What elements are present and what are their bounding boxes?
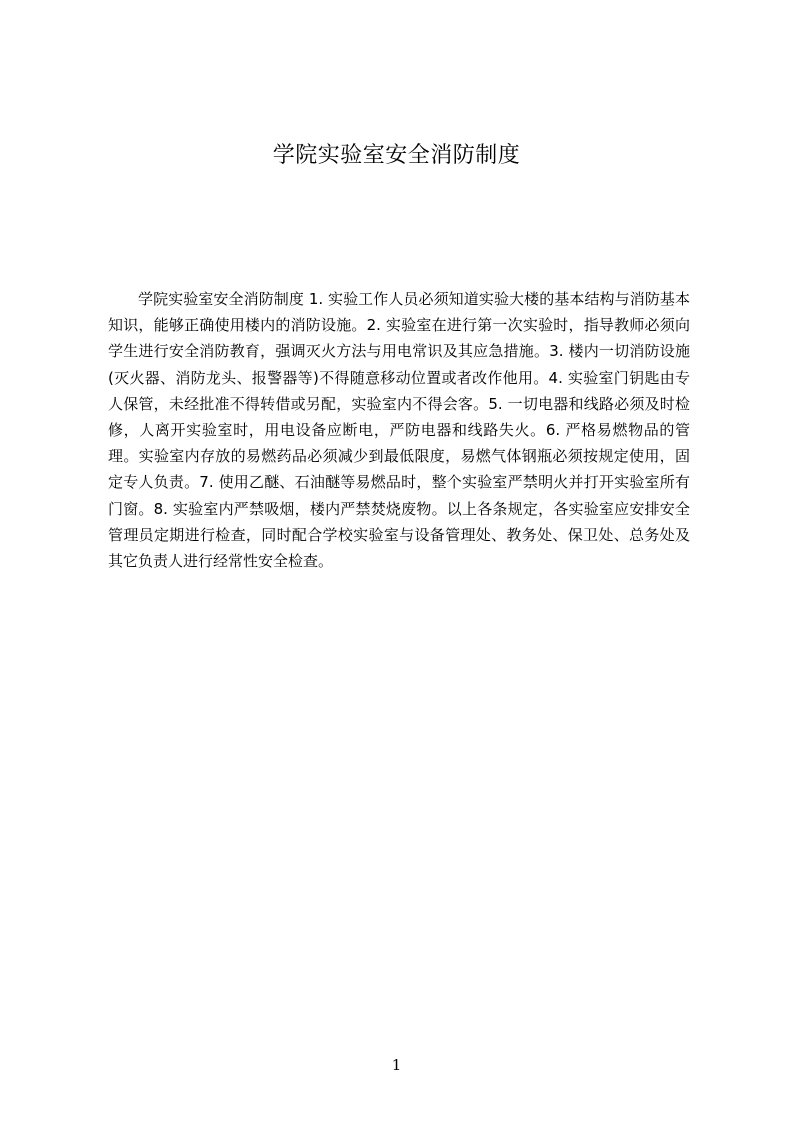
document-body-paragraph: 学院实验室安全消防制度 1. 实验工作人员必须知道实验大楼的基本结构与消防基本知识，能够正确使用楼内的消防设施。2. 实验室在进行第一次实验时，指导教师必须向学生进行安全消防教育，强调灭火方法与用电常识及其应急措施。3. 楼内一切消防设施(灭火器、消防龙头、报警器等)不得随意移动位置或者改作他用。4. 实验室门钥匙由专人保管，未经批准不得转借或另配，实验室内不得会客。5. 一切电器和线路必须及时检修，人离开实验室时，用电设备应断电，严防电器和线路失火。6. 严格易燃物品的管理。实验室内存放的易燃药品必须减少到最低限度，易燃气体钢瓶必须按规定使用，固定专人负责。7. 使用乙醚、石油醚等易燃品时，整个实验室严禁明火并打开实验室所有门窗。8. 实验室内严禁吸烟，楼内严禁焚烧废物。以上各条规定，各实验室应安排安全管理员定期进行检查，同时配合学校实验室与设备管理处、教务处、保卫处、总务处及其它负责人进行经常性安全检查。 (108, 290, 690, 571)
page-number: 1 (391, 1056, 402, 1074)
document-title: 学院实验室安全消防制度 (272, 143, 521, 168)
